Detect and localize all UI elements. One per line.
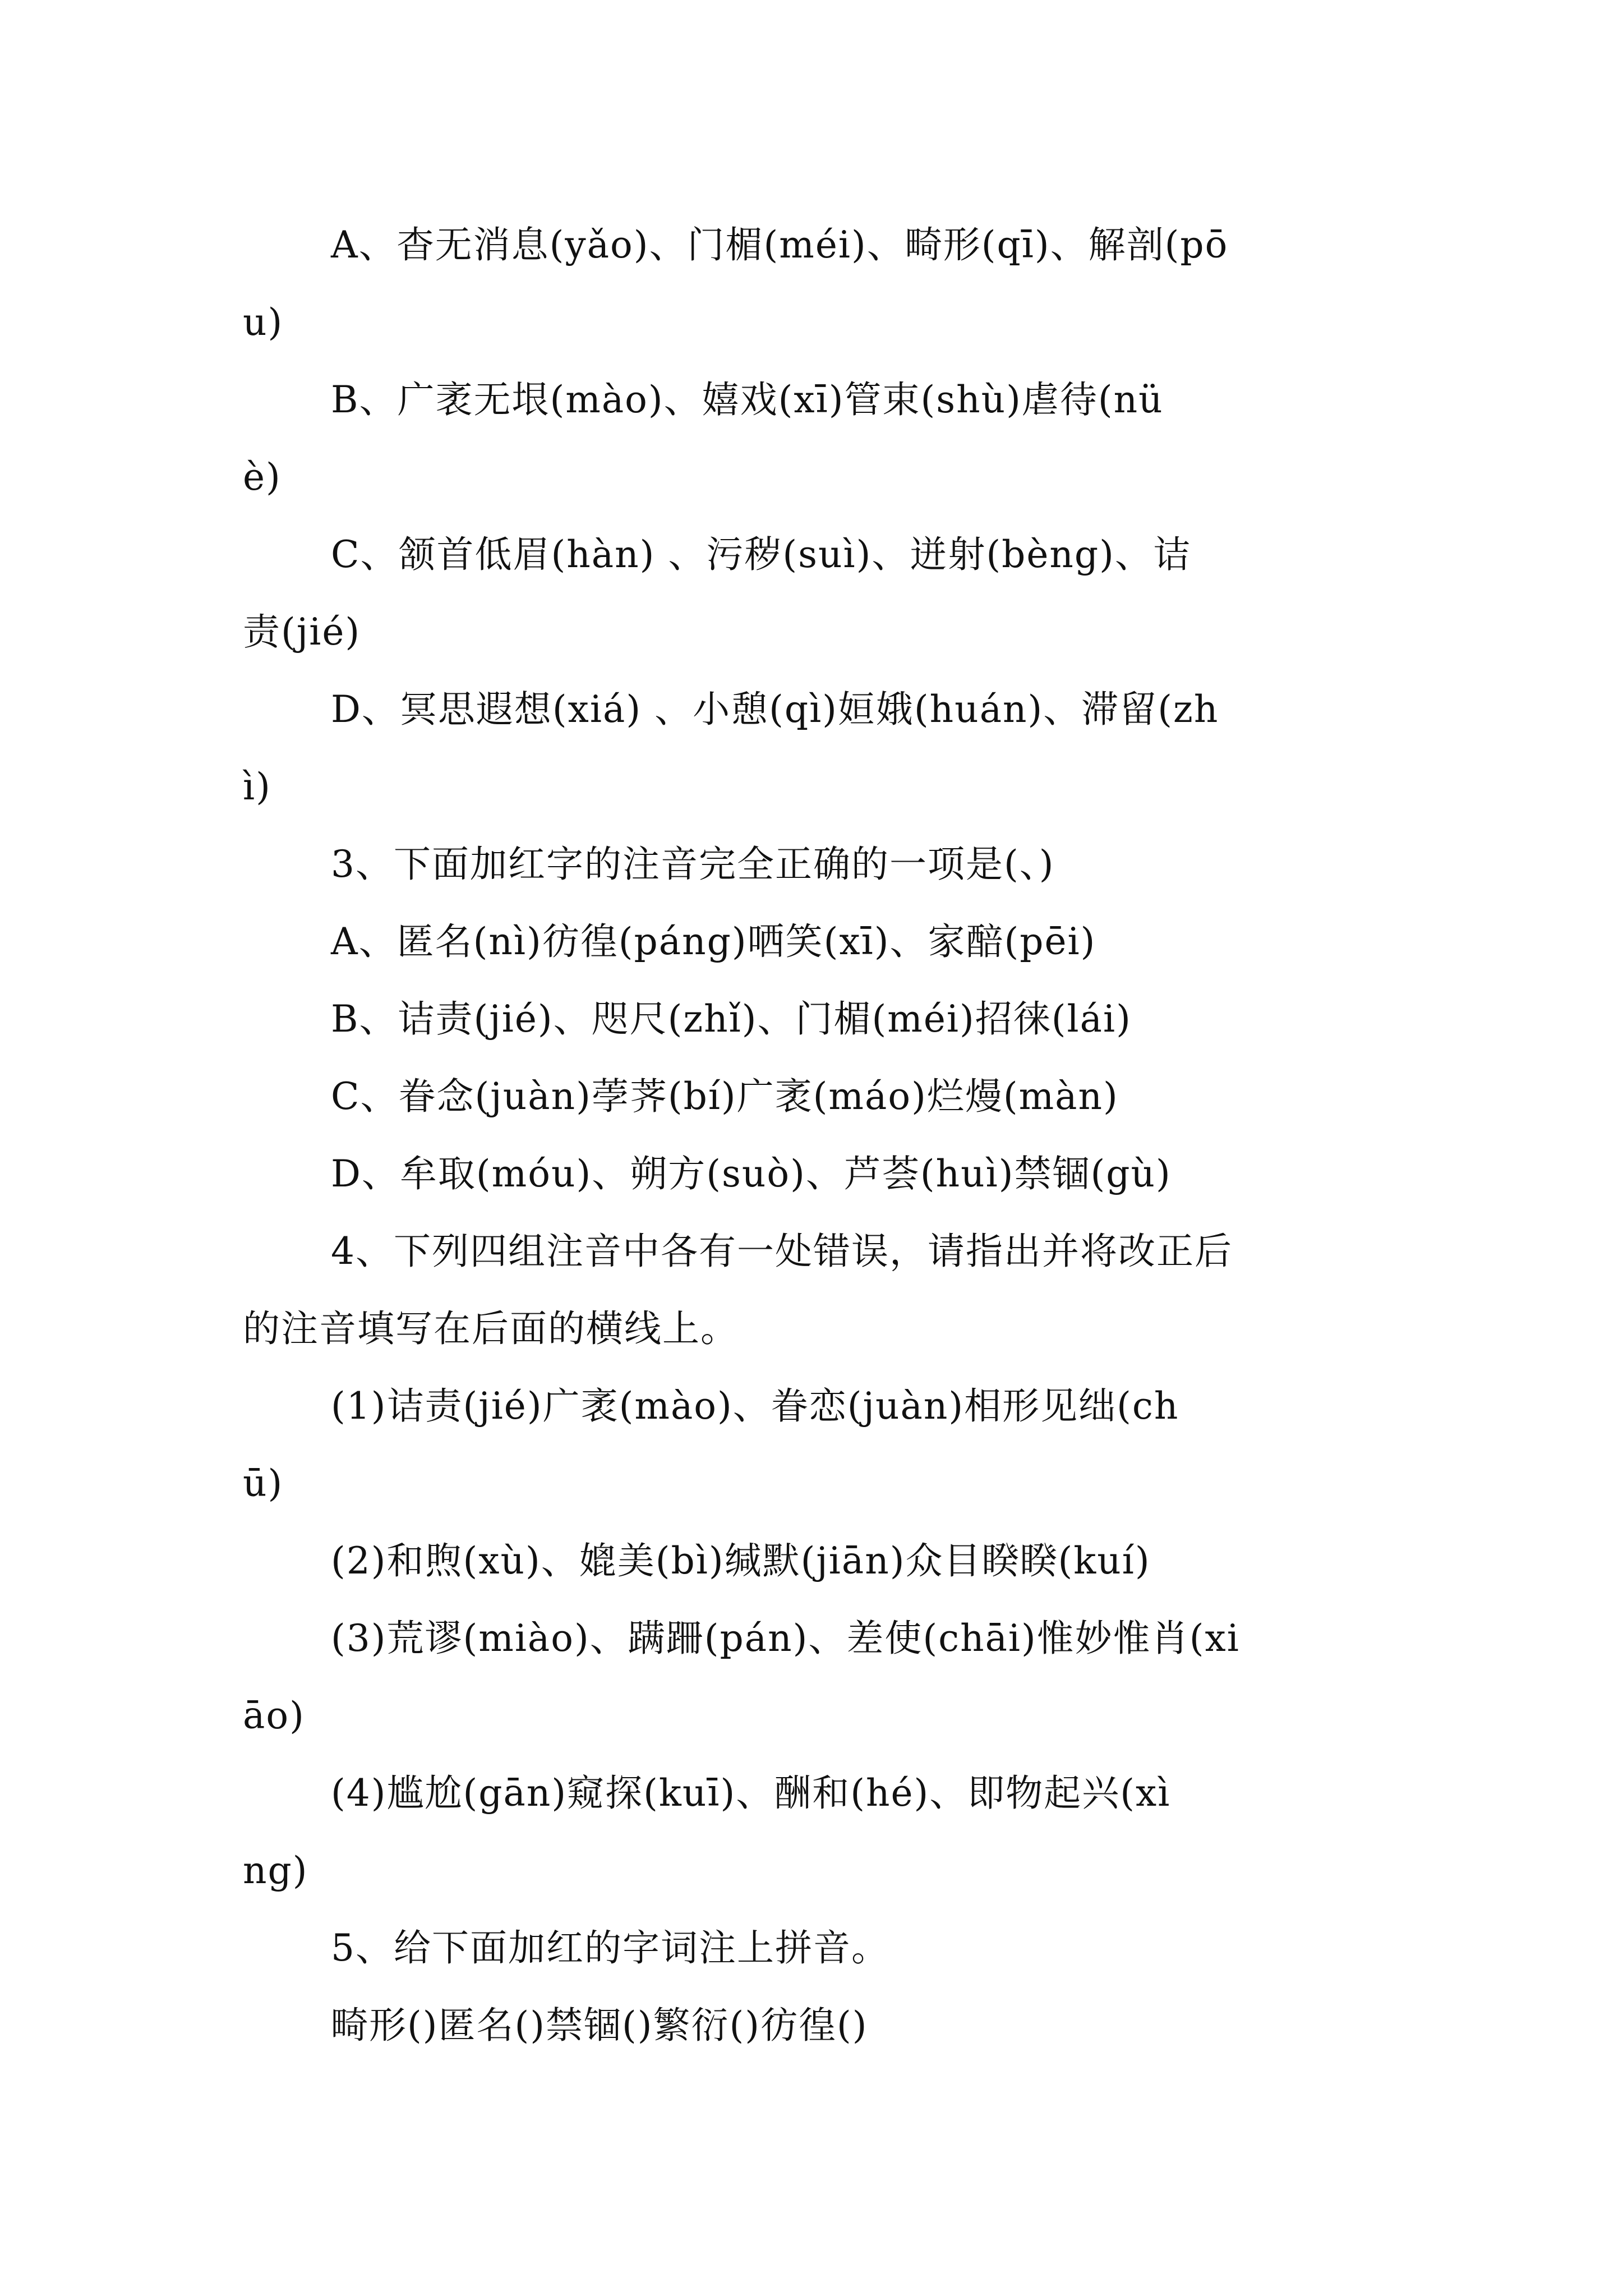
option-2d-line1: D、冥思遐想(xiá) 、小憩(qì)姮娥(huán)、滞留(zh — [331, 688, 1219, 731]
question-5-title: 5、给下面加红的字词注上拼音。 — [331, 1926, 889, 1970]
item-4-3-line2: āo) — [243, 1694, 305, 1737]
option-3a: A、匿名(nì)彷徨(páng)哂笑(xī)、家醅(pēi) — [331, 920, 1096, 963]
item-4-2: (2)和煦(xù)、媲美(bì)缄默(jiān)众目睽睽(kuí) — [331, 1539, 1151, 1582]
option-2d-line2: ì) — [243, 765, 271, 808]
item-4-1-line2: ū) — [243, 1462, 284, 1505]
option-3c: C、眷念(juàn)荸荠(bí)广袤(máo)烂熳(màn) — [331, 1075, 1119, 1118]
option-2c-line1: C、颔首低眉(hàn) 、污秽(suì)、迸射(bèng)、诘 — [331, 533, 1191, 576]
question-4-title-line2: 的注音填写在后面的横线上。 — [243, 1307, 739, 1350]
option-2a-line1: A、杳无消息(yǎo)、门楣(méi)、畸形(qī)、解剖(pō — [331, 223, 1229, 266]
option-2b-line1: B、广袤无垠(mào)、嬉戏(xī)管束(shù)虐待(nü — [331, 378, 1164, 421]
option-3b: B、诘责(jié)、咫尺(zhǐ)、门楣(méi)招徕(lái) — [331, 997, 1132, 1041]
item-4-3-line1: (3)荒谬(miào)、蹒跚(pán)、差使(chāi)惟妙惟肖(xi — [331, 1617, 1240, 1660]
option-3d: D、牟取(móu)、朔方(suò)、芦荟(huì)禁锢(gù) — [331, 1152, 1172, 1195]
item-4-1-line1: (1)诘责(jié)广袤(mào)、眷恋(juàn)相形见绌(ch — [331, 1384, 1179, 1428]
question-5-words: 畸形()匿名()禁锢()繁衍()彷徨() — [331, 2004, 868, 2047]
option-2b-line2: è) — [243, 455, 282, 499]
item-4-4-line2: ng) — [243, 1849, 308, 1892]
question-4-title-line1: 4、下列四组注音中各有一处错误，请指出并将改正后 — [331, 1230, 1233, 1273]
question-3-title: 3、下面加红字的注音完全正确的一项是(、) — [331, 843, 1055, 886]
option-2c-line2: 责(jié) — [243, 610, 361, 654]
item-4-4-line1: (4)尴尬(gān)窥探(kuī)、酬和(hé)、即物起兴(xì — [331, 1772, 1171, 1815]
option-2a-line2: u) — [243, 301, 284, 344]
